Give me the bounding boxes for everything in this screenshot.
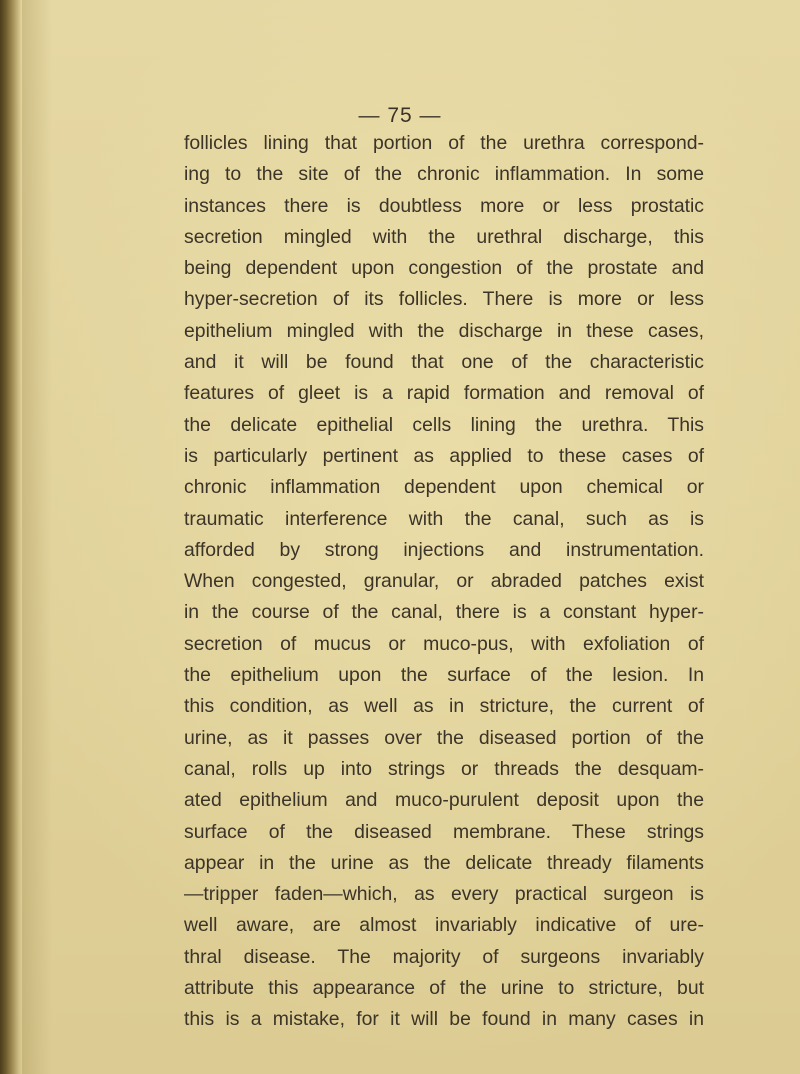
text-line: attribute this appearance of the urine to stricture, but — [184, 977, 704, 1000]
text-line: canal, rolls up into strings or threads the desquam- — [184, 757, 704, 780]
text-line: is particularly pertinent as applied to these cases of — [184, 444, 704, 467]
text-line: secretion mingled with the urethral discharge, this — [184, 225, 704, 248]
text-line: traumatic interference with the canal, such as is — [184, 507, 704, 530]
text-line: features of gleet is a rapid formation and removal of — [184, 382, 704, 405]
text-line: surface of the diseased membrane. These strings — [184, 820, 704, 843]
text-line: epithelium mingled with the discharge in these cases, — [184, 319, 704, 342]
text-line: follicles lining that portion of the urethra correspond- — [184, 132, 704, 154]
text-line: hyper-secretion of its follicles. There is more or less — [184, 288, 704, 311]
page-number: — 75 — — [358, 104, 442, 127]
text-line: thral disease. The majority of surgeons invariably — [184, 945, 704, 968]
text-line: in the course of the canal, there is a constant hyper- — [184, 601, 704, 624]
text-line: being dependent upon congestion of the prostate and — [184, 257, 704, 280]
text-line: chronic inflammation dependent upon chemical or — [184, 476, 704, 499]
text-line: and it will be found that one of the characteristic — [184, 351, 704, 374]
text-line: instances there is doubtless more or less prostatic — [184, 194, 704, 217]
text-line: ated epithelium and muco-purulent deposit upon the — [184, 789, 704, 812]
text-line: well aware, are almost invariably indicative of ure- — [184, 914, 704, 937]
text-line: this condition, as well as in stricture, the current of — [184, 695, 704, 718]
text-line: appear in the urine as the delicate thready filaments — [184, 851, 704, 874]
text-line: the epithelium upon the surface of the lesion. In — [184, 664, 704, 687]
text-line: secretion of mucus or muco-pus, with exfoliation of — [184, 632, 704, 655]
text-line: this is a mistake, for it will be found in many cases in — [184, 1008, 704, 1031]
text-line: —tripper faden—which, as every practical surgeon is — [184, 883, 704, 906]
text-line: the delicate epithelial cells lining the urethra. This — [184, 413, 704, 436]
binding-shadow — [22, 0, 52, 1074]
text-line: urine, as it passes over the diseased portion of the — [184, 726, 704, 749]
body-text — [184, 128, 704, 1036]
text-line: When congested, granular, or abraded patches exist — [184, 570, 704, 593]
text-line: ing to the site of the chronic inflammation. In some — [184, 163, 704, 186]
text-line: afforded by strong injections and instrumentation. — [184, 538, 704, 561]
book-binding-edge — [0, 0, 22, 1074]
